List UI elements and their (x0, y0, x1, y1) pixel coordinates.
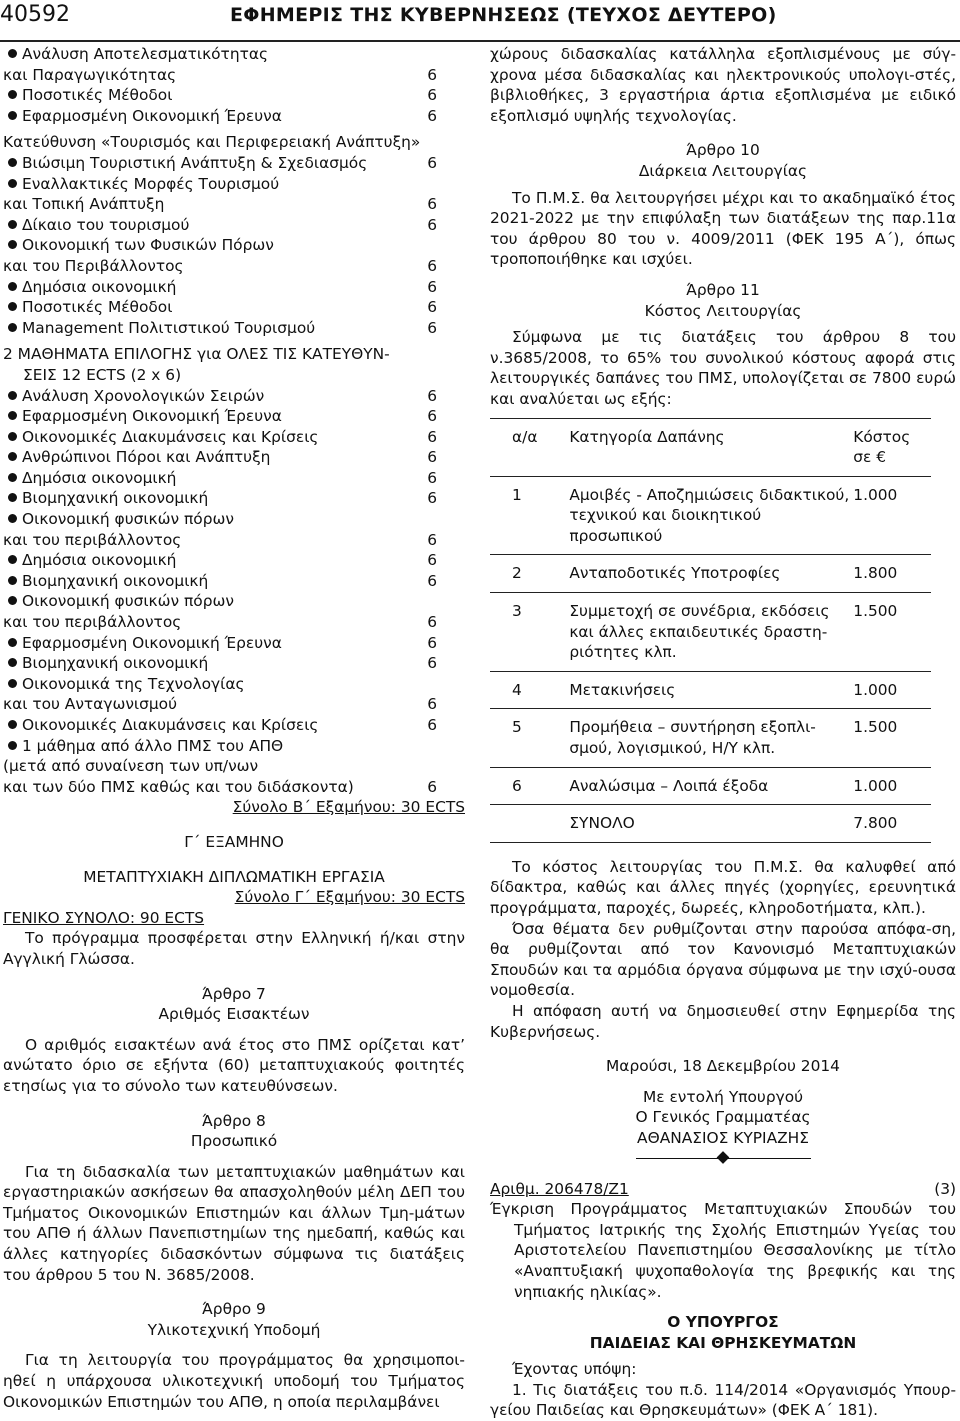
table-total-value: 7.800 (851, 805, 931, 843)
article-text: Το Π.Μ.Σ. θα λειτουργήσει μέχρι και το ακαδημαϊκό έτος 2021-2022 με την επιφύλαξη των διατάξεων της παρ.11α του άρθρου 80 του ν. 4009/2011 (ΦΕΚ 195 Α΄), όπως τροποποιήθηκε και ισχύει. (490, 188, 956, 269)
list-item: Εφαρμοσμένη Οικονομική Έρευνα 6 (3, 633, 465, 654)
semester-heading: Γ΄ ΕΞΑΜΗΝΟ (184, 832, 284, 851)
paragraph: Όσα θέματα δεν ρυθμίζονται στην παρούσα απόφα-ση, θα ρυθμίζονται από τον Κανονισμό Μεταπτυχιακών Σπουδών και τα αρμόδια όργανα σύμφωνα με την ισχύ-ουσα νομοθεσία. (490, 919, 956, 1000)
article-title: Άρθρο 9 (202, 1300, 266, 1319)
list-item: Εφαρμοσμένη Οικονομική Έρευνα 6 (3, 106, 465, 127)
list-item: 1 μάθημα από άλλο ΠΜΣ του ΑΠΘ (3, 736, 465, 757)
table-header-row (490, 418, 931, 476)
table-header-cell: Κατηγορία Δαπάνης (567, 418, 851, 476)
table-cell: 1 (490, 476, 567, 555)
list-item: Εφαρμοσμένη Οικονομική Έρευνα 6 (3, 406, 465, 427)
bullet-icon (8, 493, 17, 502)
bullet-icon (8, 741, 17, 750)
bullet-icon (8, 720, 17, 729)
signature-line: Με εντολή Υπουργού (642, 1087, 804, 1106)
list-item: Ανάλυση Χρονολογικών Σειρών 6 (3, 386, 465, 407)
decision-index: (3) (934, 1179, 956, 1198)
list-item: και Τοπική Ανάπτυξη 6 (3, 195, 437, 214)
bullet-icon (8, 90, 17, 99)
list-item: Βιομηχανική οικονομική 6 (3, 653, 465, 674)
article-text: χώρους διδασκαλίας κατάλληλα εξοπλισμένους με σύγ-χρονα μέσα διδασκαλίας και ηλεκτρονικούς υπολογι-στές, βιβλιοθήκες, 3 εργαστήρια άρτια εξοπλισμένα με ειδικό εξοπλισμό υψηλής τεχνολογίας. (490, 45, 956, 125)
diamond-icon (717, 1151, 730, 1164)
article-title: Άρθρο 11 (686, 280, 760, 299)
list-item: Βιομηχανική οικονομική 6 (3, 488, 465, 509)
list-item: και του Περιβάλλοντος 6 (3, 256, 437, 275)
table-cell: 3 (490, 593, 567, 672)
table-cell: Αναλώσιμα – Λοιπά έξοδα (567, 767, 851, 805)
list-item: Οικονομική φυσικών πόρων (3, 509, 465, 530)
semester-total: Σύνολο Β΄ Εξαμήνου: 30 ECTS (232, 798, 465, 817)
article-subtitle: Αριθμός Εισακτέων (158, 1005, 310, 1024)
decision-number: Αριθμ. 206478/Ζ1 (490, 1179, 629, 1198)
bullet-icon (8, 638, 17, 647)
bullet-icon (8, 452, 17, 461)
table-cell: 1.000 (851, 767, 931, 805)
table-cell: 4 (490, 671, 567, 709)
signatory-name: ΑΘΑΝΑΣΙΟΣ ΚΥΡΙΑΖΗΣ (637, 1128, 809, 1147)
list-item: και των δύο ΠΜΣ καθώς και του διδάσκοντα) 6 (3, 777, 437, 796)
article-subtitle: Υλικοτεχνική Υποδομή (147, 1320, 321, 1339)
bullet-icon (8, 282, 17, 291)
table-cell: Ανταποδοτικές Υποτροφίες (567, 555, 851, 593)
paragraph: Η απόφαση αυτή να δημοσιευθεί στην Εφημερίδα της Κυβερνήσεως. (490, 1001, 956, 1041)
article-title: Άρθρο 10 (686, 141, 760, 160)
decision-number-row (490, 1179, 956, 1200)
list-item: Δημόσια οικονομική 6 (3, 550, 465, 571)
article-subtitle: Κόστος Λειτουργίας (644, 301, 802, 320)
table-cell: 5 (490, 709, 567, 767)
decision-title: Έγκριση Προγράμματος Μεταπτυχιακών Σπουδών του Τμήματος Ιατρικής της Σχολής Επιστημών Υγείας του Αριστοτελείου Πανεπιστημίου Θεσσαλονίκης με τίτλο «Αναπτυξιακή ψυχοπαθολογία της βρεφικής και της νηπιακής ηλικίας». (490, 1200, 956, 1301)
thesis-heading: ΜΕΤΑΠΤΥΧΙΑΚΗ ΔΙΠΛΩΜΑΤΙΚΗ ΕΡΓΑΣΙΑ (83, 867, 385, 886)
table-cell: 1.800 (851, 555, 931, 593)
list-item: και του περιβάλλοντος 6 (3, 530, 437, 549)
list-item: Δημόσια οικονομική 6 (3, 468, 465, 489)
list-item: Οικονομικά της Τεχνολογίας (3, 674, 465, 695)
list-item: Δημόσια οικονομική 6 (3, 277, 465, 298)
page-number: 40592 (0, 2, 70, 27)
table-cell: 1.500 (851, 709, 931, 767)
article-text: Σύμφωνα με τις διατάξεις του άρθρου 8 του ν.3685/2008, το 65% του συνολικού κόστους αφορά στις λειτουργικές δαπάνες του ΠΜΣ, υπολογίζεται σε 7800 ευρώ και αναλύεται ως εξής: (490, 328, 956, 408)
language-note: Το πρόγραμμα προσφέρεται στην Ελληνική ή/και στην Αγγλική Γλώσσα. (3, 929, 465, 968)
table-cell: 1.000 (851, 671, 931, 709)
table-cell: 6 (490, 767, 567, 805)
list-item: και του περιβάλλοντος 6 (3, 613, 437, 632)
list-item: Οικονομική των Φυσικών Πόρων (3, 235, 465, 256)
list-item: Ανάλυση Αποτελεσματικότητας (3, 44, 465, 65)
table-cell: Συμμετοχή σε συνέδρια, εκδόσεις και άλλες εκπαιδευτικές δραστη-ριότητες κλπ. (567, 593, 851, 672)
grand-total: ΓΕΝΙΚΟ ΣΥΝΟΛΟ: 90 ECTS (3, 908, 205, 927)
table-cell: 1.000 (851, 476, 931, 555)
bullet-icon (8, 679, 17, 688)
table-cell: Μετακινήσεις (567, 671, 851, 709)
paragraph: 1. Τις διατάξεις του π.δ. 114/2014 «Οργανισμός Υπουρ-γείου Παιδείας και Θρησκευμάτων» (ΦΕΚ Α΄ 181). (490, 1380, 956, 1420)
bullet-icon (8, 240, 17, 249)
table-row (490, 709, 931, 767)
signature-date: Μαρούσι, 18 Δεκεμβρίου 2014 (606, 1057, 840, 1076)
list-item: Ποσοτικές Μέθοδοι 6 (3, 297, 465, 318)
article-title: Άρθρο 7 (202, 984, 266, 1003)
table-row (490, 476, 931, 555)
article-subtitle: Προσωπικό (190, 1132, 278, 1151)
bullet-icon (8, 596, 17, 605)
article-subtitle: Διάρκεια Λειτουργίας (638, 161, 808, 180)
list-item: Εναλλακτικές Μορφές Τουρισμού (3, 174, 465, 195)
table-header-cell: α/α (490, 418, 567, 476)
section-heading: 2 ΜΑΘΗΜΑΤΑ ΕΠΙΛΟΓΗΣ για ΟΛΕΣ ΤΙΣ ΚΑΤΕΥΘΥΝ- (3, 345, 390, 364)
list-item: Βιώσιμη Τουριστική Ανάπτυξη & Σχεδιασμός 6 (3, 153, 465, 174)
list-item: Οικονομικές Διακυμάνσεις και Κρίσεις 6 (3, 715, 465, 736)
table-cell: Προμήθεια – συντήρηση εξοπλι-σμού, λογισμικού, Η/Υ κλπ. (567, 709, 851, 767)
bullet-icon (8, 411, 17, 420)
article-text: Για τη διδασκαλία των μεταπτυχιακών μαθημάτων και εργαστηριακών ασκήσεων θα απασχοληθούν μέλη ΔΕΠ του Τμήματος Οικονομικών Επιστημών και άλλων Τμη-μάτων του ΑΠΘ ή άλλων Πανεπιστημίων της ημεδαπή, καθώς και άλλες κατηγορίες διδασκόντων σύμφωνα τις διατάξεις του άρθρου 5 του Ν. 3685/2008. (3, 1162, 465, 1284)
list-item: και του Ανταγωνισμού 6 (3, 695, 437, 714)
semester-total: Σύνολο Γ΄ Εξαμήνου: 30 ECTS (234, 888, 465, 907)
signature-line: Ο Γενικός Γραμματέας (635, 1108, 811, 1127)
paragraph: Έχοντας υπόψη: (512, 1360, 637, 1379)
list-item: Management Πολιτιστικού Τουρισμού 6 (3, 318, 465, 339)
table-cell: Αμοιβές - Αποζημιώσεις διδακτικού, τεχνικού και διοικητικού προσωπικού (567, 476, 851, 555)
table-row (490, 555, 931, 593)
bullet-icon (8, 111, 17, 120)
article-text: Ο αριθμός εισακτέων ανά έτος στο ΠΜΣ ορίζεται κατ’ ανώτατο όριο σε εξήντα (60) μεταπτυχιακούς φοιτητές ετησίως για το σύνολο των κατευθύνσεων. (3, 1035, 465, 1095)
list-item: Ποσοτικές Μέθοδοι 6 (3, 85, 465, 106)
minister-heading: ΠΑΙΔΕΙΑΣ ΚΑΙ ΘΡΗΣΚΕΥΜΑΤΩΝ (589, 1333, 857, 1352)
bullet-icon (8, 391, 17, 400)
table-header-cell: Κόστος σε € (851, 418, 931, 476)
section-heading: ΣΕΙΣ 12 ECTS (2 x 6) (23, 365, 182, 384)
list-item: Οικονομικές Διακυμάνσεις και Κρίσεις 6 (3, 427, 465, 448)
bullet-icon (8, 432, 17, 441)
list-item: (μετά από συναίνεση των υπ/νων (3, 757, 259, 776)
bullet-icon (8, 220, 17, 229)
bullet-icon (8, 555, 17, 564)
list-item: και Παραγωγικότητας 6 (3, 65, 437, 84)
table-cell: 1.500 (851, 593, 931, 672)
left-column (3, 44, 465, 1412)
bullet-icon (8, 658, 17, 667)
section-heading: Κατεύθυνση «Τουρισμός και Περιφερειακή Ανάπτυξη» (3, 133, 421, 152)
bullet-icon (8, 473, 17, 482)
list-item: Βιομηχανική οικονομική 6 (3, 571, 465, 592)
article-title: Άρθρο 8 (202, 1111, 266, 1130)
page-header (0, 0, 960, 42)
paragraph: Το κόστος λειτουργίας του Π.Μ.Σ. θα καλυφθεί από δίδακτρα, καθώς και άλλες πηγές (χορηγίες, ερευνητικά προγράμματα, παροχές, δωρεές, κληροδοτήματα, κλπ.). (490, 857, 956, 917)
bullet-icon (8, 323, 17, 332)
table-row (490, 593, 931, 672)
table-total-row (490, 805, 931, 843)
bullet-icon (8, 179, 17, 188)
table-row (490, 671, 931, 709)
bullet-icon (8, 158, 17, 167)
bullet-icon (8, 49, 17, 58)
right-column (490, 44, 956, 1421)
table-row (490, 767, 931, 805)
table-cell: 2 (490, 555, 567, 593)
gazette-title: ΕΦΗΜΕΡΙΣ ΤΗΣ ΚΥΒΕΡΝΗΣΕΩΣ (ΤΕΥΧΟΣ ΔΕΥΤΕΡΟ) (230, 4, 777, 26)
cost-table (490, 418, 931, 843)
list-item: Οικονομική φυσικών πόρων (3, 591, 465, 612)
table-total-label: ΣΥΝΟΛΟ (567, 805, 851, 843)
list-item: Ανθρώπινοι Πόροι και Ανάπτυξη 6 (3, 447, 465, 468)
minister-heading: Ο ΥΠΟΥΡΓΟΣ (667, 1313, 779, 1332)
list-item: Δίκαιο του τουρισμού 6 (3, 215, 465, 236)
article-text: Για τη λειτουργία του προγράμματος θα χρησιμοποι-ηθεί η υπάρχουσα υλικοτεχνική υποδομή του Τμήματος Οικονομικών Επιστημών του ΑΠΘ, η οποία περιλαμβάνει (3, 1351, 465, 1411)
bullet-icon (8, 514, 17, 523)
bullet-icon (8, 576, 17, 585)
bullet-icon (8, 302, 17, 311)
section-divider (636, 1153, 811, 1165)
